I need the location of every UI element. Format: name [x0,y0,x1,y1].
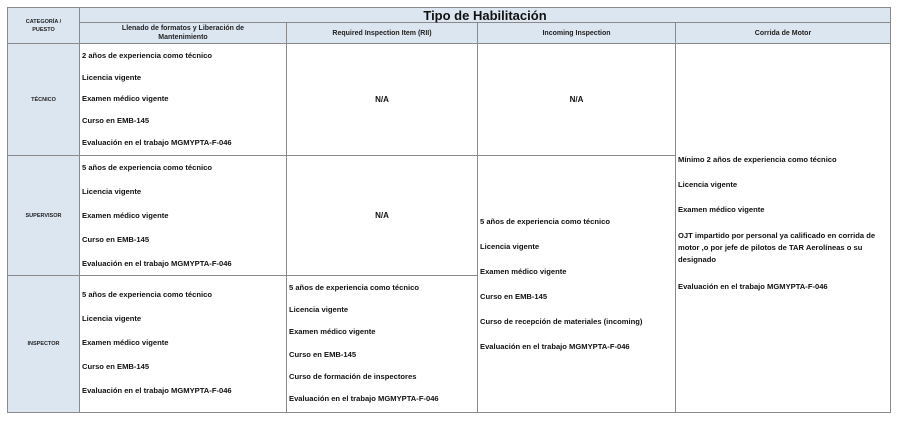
requirement-item: Evaluación en el trabajo MGMYPTA-F-046 [82,385,232,395]
requirement-item: Curso en EMB-145 [480,292,548,301]
requirement-item: Licencia vigente [678,180,738,189]
requirement-item: OJT impartido por personal ya calificado en corrida de motor ,o por jefe de pilotos de TAR Aerolíneas o su designado [678,231,876,264]
column-header-corrida: Corrida de Motor [676,23,890,44]
requirement-item: Examen médico vigente [289,327,376,337]
table-title: Tipo de Habilitación [80,8,890,23]
requirement-item: Examen médico vigente [480,267,567,276]
requirement-item: Curso en EMB-145 [82,116,150,126]
requirement-item: 5 años de experiencia como técnico [480,217,610,226]
row-header-inspector: INSPECTOR [8,276,80,412]
row-header-supervisor: SUPERVISOR [8,156,80,276]
requirement-item: Licencia vigente [289,304,349,314]
requirement-item: 2 años de experiencia como técnico [82,51,212,61]
requirement-item: Licencia vigente [82,72,142,82]
requirement-item: Mínimo 2 años de experiencia como técnico [678,155,837,164]
inspector-rii-cell [287,276,478,412]
requirement-item: 5 años de experiencia como técnico [82,163,212,173]
requirement-item: Curso en EMB-145 [82,361,150,371]
inspector-llenado-cell [80,276,287,412]
requirement-item: Examen médico vigente [82,337,169,347]
incoming-merged-cell [478,156,676,412]
requirement-item: Curso de formación de inspectores [289,371,417,381]
requirement-item: Examen médico vigente [678,205,765,214]
supervisor-llenado-cell [80,156,287,276]
tecnico-llenado-cell [80,44,287,156]
requirement-item: Examen médico vigente [82,210,169,220]
supervisor-rii-cell: N/A [287,156,478,276]
column-header-incoming: Incoming Inspection [478,23,676,44]
requirement-item: Evaluación en el trabajo MGMYPTA-F-046 [289,394,439,404]
requirement-item: Licencia vigente [480,242,540,251]
column-header-llenado [80,23,287,44]
requirement-item: Curso en EMB-145 [82,234,150,244]
requirement-item: Evaluación en el trabajo MGMYPTA-F-046 [82,137,232,147]
habilitacion-table [7,7,891,413]
requirement-item: Licencia vigente [82,187,142,197]
tecnico-incoming-cell: N/A [478,44,676,156]
corrida-merged-cell [676,44,890,412]
requirement-item: Evaluación en el trabajo MGMYPTA-F-046 [82,258,232,268]
requirement-item: Examen médico vigente [82,94,169,104]
row-header-tecnico: TÉCNICO [8,44,80,156]
category-header [8,8,80,44]
requirement-item: Curso de recepción de materiales (incoming) [480,317,643,326]
column-header-rii: Required Inspection Item (RII) [287,23,478,44]
tecnico-rii-cell: N/A [287,44,478,156]
column-header-llenado-label: Llenado de formatos y Liberación de Mantenimiento [121,25,245,41]
requirement-item: 5 años de experiencia como técnico [82,289,212,299]
requirement-item: Evaluación en el trabajo MGMYPTA-F-046 [480,342,630,351]
requirement-item: 5 años de experiencia como técnico [289,282,419,292]
category-header-label: CATEGORÍA / PUESTO [25,18,62,33]
requirement-item: Evaluación en el trabajo MGMYPTA-F-046 [678,282,828,291]
requirement-item: Licencia vigente [82,313,142,323]
requirement-item: Curso en EMB-145 [289,349,357,359]
